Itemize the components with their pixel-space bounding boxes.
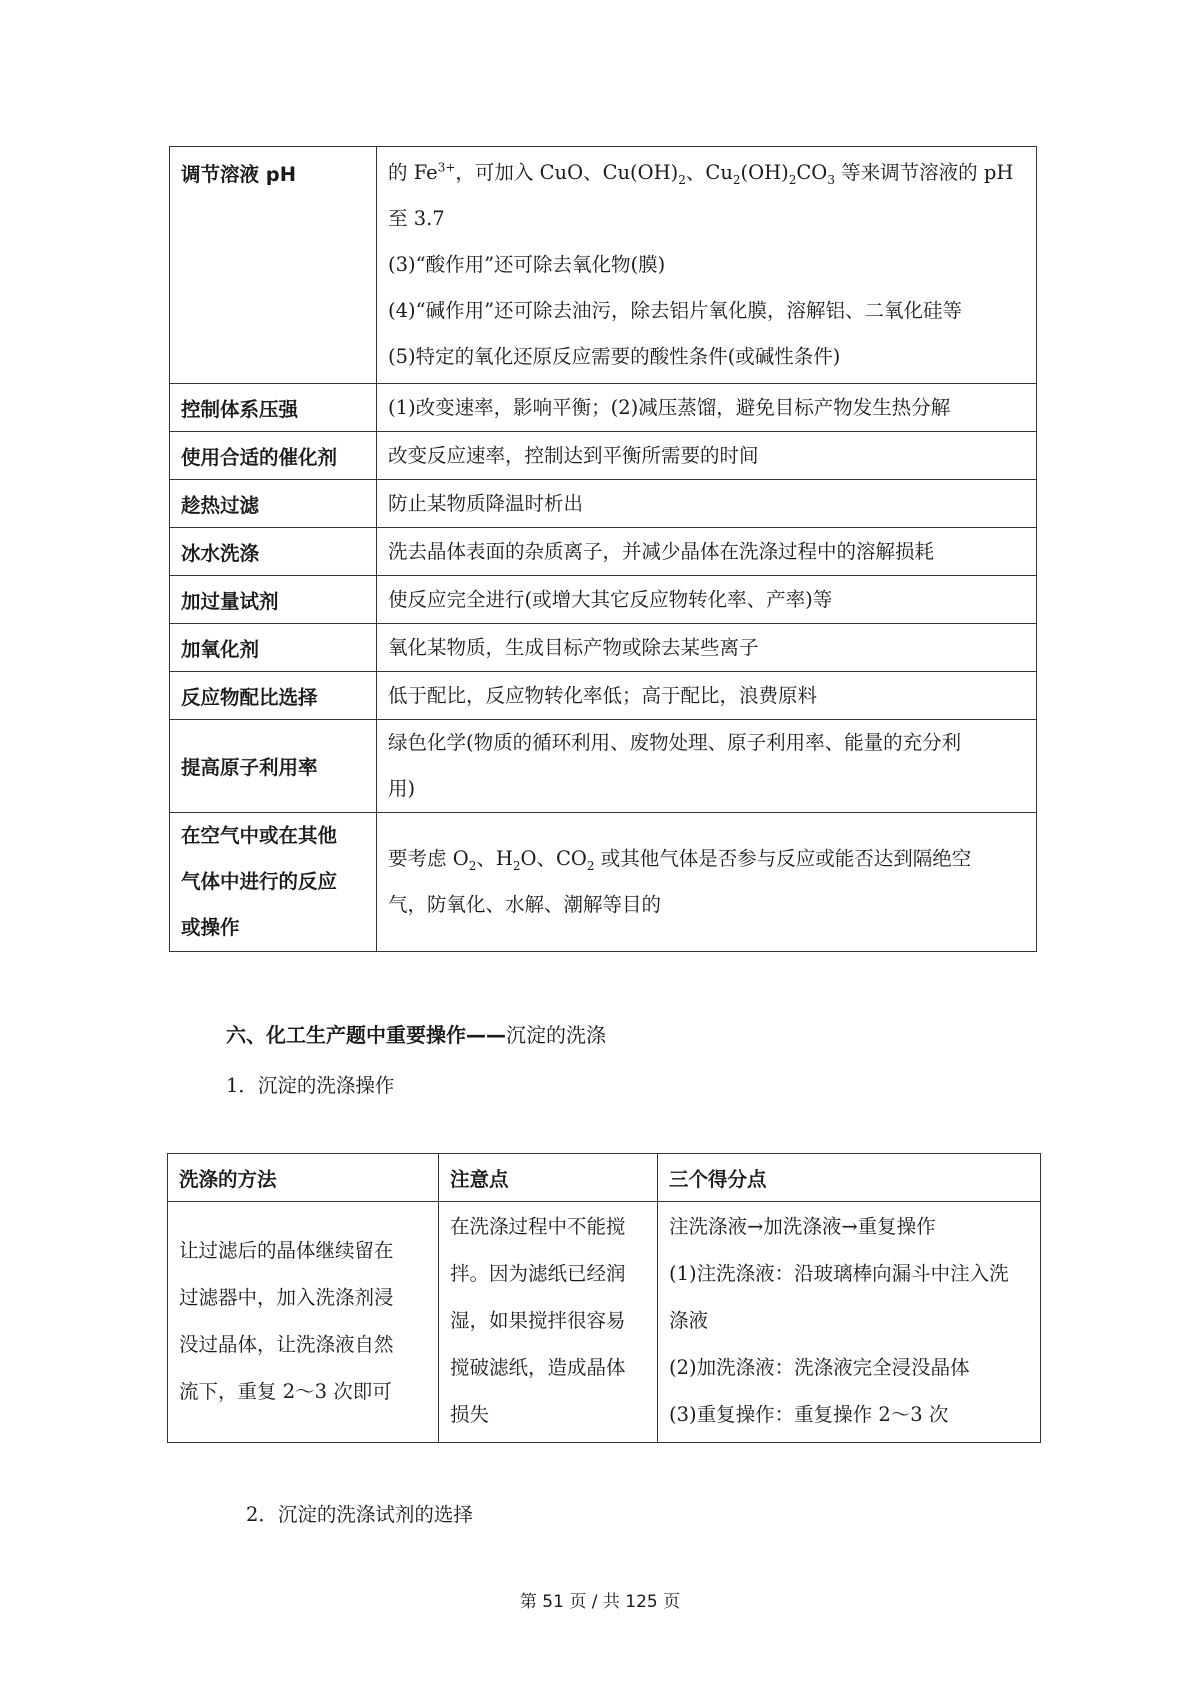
value-line: 用): [388, 777, 416, 800]
value-line: 要考虑 $O_2$、$H_2O$、$CO_2$ 或其他气体是否参与反应或能否达到隔绝空: [388, 847, 972, 873]
value-line: 至 3.7: [388, 207, 445, 230]
table-row: [170, 624, 1037, 672]
row-value: [377, 720, 1037, 813]
table-row: [170, 432, 1037, 480]
cell-line: (1)注洗涤液：沿玻璃棒向漏斗中注入洗: [669, 1262, 1009, 1285]
value-line: 气，防氧化、水解、潮解等目的: [388, 893, 662, 916]
cell-line: 流下，重复 2～3 次即可: [179, 1379, 392, 1403]
cell-line: 过滤器中，加入洗涤剂浸: [179, 1285, 394, 1309]
row-value: 使反应完全进行(或增大其它反应物转化率、产率)等: [377, 576, 1037, 624]
row-value: (1)改变速率，影响平衡；(2)减压蒸馏，避免目标产物发生热分解: [377, 384, 1037, 432]
table-row: [170, 720, 1037, 813]
row-key: 提高原子利用率: [170, 720, 377, 813]
value-line: (4)“碱作用”还可除去油污，除去铝片氧化膜，溶解铝、二氧化硅等: [388, 299, 963, 322]
table-row: [170, 576, 1037, 624]
conditions-table: [169, 146, 1037, 952]
value-line: (3)“酸作用”还可除去氧化物(膜): [388, 253, 666, 276]
column-header: 洗涤的方法: [168, 1154, 439, 1202]
table-row: [170, 147, 1037, 384]
subsection-heading: 2．沉淀的洗涤试剂的选择: [246, 1503, 473, 1526]
cell-line: (3)重复操作：重复操作 2～3 次: [669, 1403, 949, 1426]
cell-line: 拌。因为滤纸已经润: [450, 1262, 626, 1285]
row-value: 洗去晶体表面的杂质离子，并减少晶体在洗涤过程中的溶解损耗: [377, 528, 1037, 576]
row-key: 控制体系压强: [170, 384, 377, 432]
row-key: 调节溶液 pH: [170, 147, 377, 384]
cell-line: 没过晶体，让洗涤液自然: [179, 1332, 394, 1356]
cell-line: 湿，如果搅拌很容易: [450, 1309, 626, 1332]
row-key: 加过量试剂: [170, 576, 377, 624]
row-value: [377, 147, 1037, 384]
row-key: 反应物配比选择: [170, 672, 377, 720]
table-row: [170, 672, 1037, 720]
cell-line: 损失: [450, 1403, 490, 1426]
row-key: 使用合适的催化剂: [170, 432, 377, 480]
row-key: 冰水洗涤: [170, 528, 377, 576]
row-value: [377, 813, 1037, 952]
column-header: 注意点: [439, 1154, 658, 1202]
key-line: 在空气中或在其他: [181, 824, 338, 847]
row-key: 加氧化剂: [170, 624, 377, 672]
key-line: 气体中进行的反应: [181, 870, 338, 893]
value-line: 的 $Fe^{3+}$，可加入 CuO、$Cu(OH)_2$、$Cu_2(OH)_2CO_3$ 等来调节溶液的 pH: [388, 160, 1014, 187]
column-header: 三个得分点: [658, 1154, 1041, 1202]
row-value: 氧化某物质，生成目标产物或除去某些离子: [377, 624, 1037, 672]
row-key: 趁热过滤: [170, 480, 377, 528]
table-row: [168, 1202, 1041, 1443]
row-value: 防止某物质降温时析出: [377, 480, 1037, 528]
value-line: 绿色化学(物质的循环利用、废物处理、原子利用率、能量的充分利: [388, 731, 962, 754]
section-title: 六、化工生产题中重要操作——沉淀的洗涤: [226, 1023, 606, 1047]
table-row: [170, 813, 1037, 952]
table-row: [170, 528, 1037, 576]
cell-line: 涤液: [669, 1309, 709, 1332]
row-key: [170, 813, 377, 952]
table-row: [170, 384, 1037, 432]
value-line: (5)特定的氧化还原反应需要的酸性条件(或碱性条件): [388, 345, 841, 368]
table-header-row: [168, 1154, 1041, 1202]
page-footer: 第 51 页 / 共 125 页: [519, 1592, 681, 1612]
subsection-heading: 1．沉淀的洗涤操作: [226, 1074, 395, 1097]
table-row: [170, 480, 1037, 528]
method-cell: [168, 1202, 439, 1443]
cell-line: 让过滤后的晶体继续留在: [179, 1238, 394, 1262]
cell-line: (2)加洗涤液：洗涤液完全浸没晶体: [669, 1356, 970, 1379]
cell-line: 在洗涤过程中不能搅: [450, 1215, 626, 1238]
scoring-cell: [658, 1202, 1041, 1443]
cell-line: 搅破滤纸，造成晶体: [450, 1356, 626, 1379]
row-value: 低于配比，反应物转化率低；高于配比，浪费原料: [377, 672, 1037, 720]
washing-table: [167, 1153, 1041, 1443]
cell-line: 注洗涤液→加洗涤液→重复操作: [669, 1215, 936, 1238]
note-cell: [439, 1202, 658, 1443]
row-value: 改变反应速率，控制达到平衡所需要的时间: [377, 432, 1037, 480]
key-line: 或操作: [181, 916, 240, 939]
